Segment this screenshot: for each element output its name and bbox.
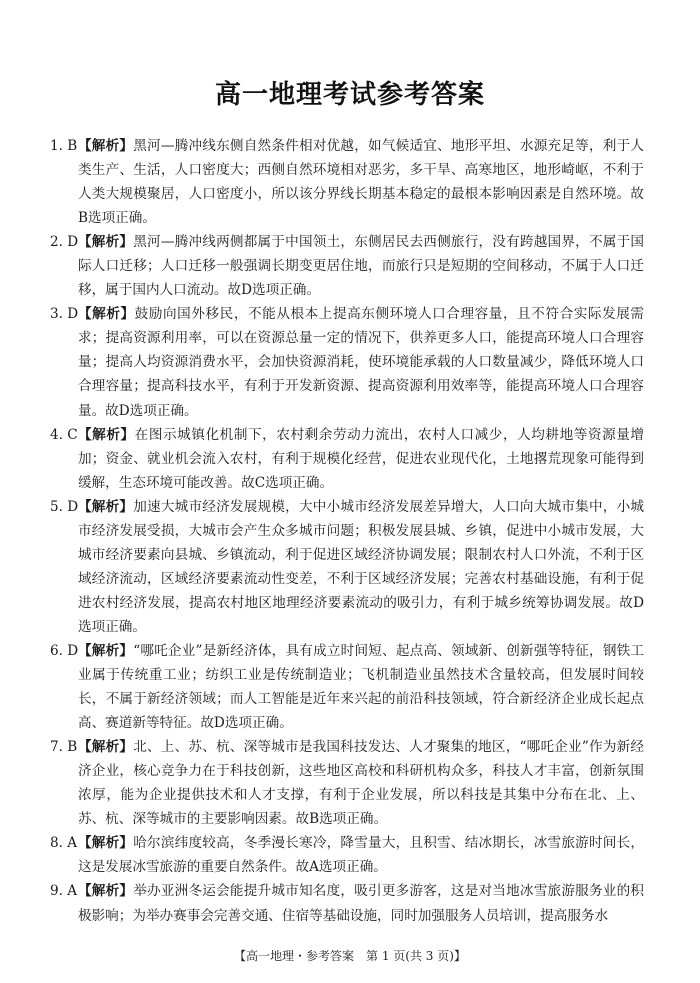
analysis-tag: 【解析】 — [78, 739, 134, 756]
answer-item — [50, 230, 644, 302]
answer-number: 1. B — [50, 138, 78, 154]
answer-text: 黑河—腾冲线东侧自然条件相对优越，如气候适宜、地形平坦、水源充足等，利于人类生产、生活，人口密度大；西侧自然环境相对恶劣，多干旱、高寒地区，地形崎岖，不利于人类大规模聚居，人口密度小，所以该分界线长期基本稳定的最根本影响因素是自然环境。故B选项正确。 — [78, 138, 645, 227]
answer-item — [50, 302, 644, 422]
analysis-tag: 【解析】 — [78, 234, 134, 251]
answer-list — [50, 134, 644, 928]
answer-text: 黑河—腾冲线两侧都属于中国领土，东侧居民去西侧旅行，没有跨越国界，不属于国际人口迁移；人口迁移一般强调长期变更居住地，而旅行只是短期的空间移动，不属于人口迁移，属于国内人口流动。故D选项正确。 — [78, 234, 645, 299]
answer-number: 4. C — [50, 426, 78, 443]
answer-number: 5. D — [50, 498, 79, 515]
answer-number: 9. A — [50, 883, 78, 900]
analysis-tag: 【解析】 — [78, 883, 134, 900]
answer-item — [50, 879, 644, 927]
analysis-tag: 【解析】 — [78, 498, 134, 515]
answer-text: 在图示城镇化机制下，农村剩余劳动力流出，农村人口减少，人均耕地等资源量增加；资金、就业机会流入农村，有利于规模化经营，促进农业现代化，土地撂荒现象可能得到缓解，生态环境可能改善。故C选项正确。 — [78, 426, 645, 491]
answer-text: 举办亚洲冬运会能提升城市知名度，吸引更多游客，这是对当地冰雪旅游服务业的积极影响；为举办赛事会完善交通、住宿等基础设施，同时加强服务人员培训，提高服务水 — [78, 883, 645, 924]
page-title: 高一地理考试参考答案 — [214, 80, 485, 110]
answer-item — [50, 831, 644, 879]
analysis-tag: 【解析】 — [78, 426, 135, 443]
page-footer: 【高一地理・参考答案 第 1 页(共 3 页)】 — [234, 949, 466, 963]
answer-number: 8. A — [50, 835, 78, 852]
answer-item — [50, 423, 644, 495]
answer-item — [50, 134, 644, 230]
answer-text: 鼓励向国外移民，不能从根本上提高东侧环境人口合理容量，且不符合实际发展需求；提高资源利用率，可以在资源总量一定的情况下，供养更多人口，能提高环境人口合理容量；提高人均资源消费水平，会加快资源消耗，使环境能承载的人口数量减少，降低环境人口合理容量；提高科技水平，有利于开发新资源、提高资源利用效率等，能提高环境人口合理容量。故D选项正确。 — [78, 306, 645, 419]
answer-item — [50, 735, 644, 831]
answer-text: “哪吒企业”是新经济体，具有成立时间短、起点高、领域新、创新强等特征，钢铁工业属于传统重工业；纺织工业是传统制造业；飞机制造业虽然技术含量较高，但发展时间较长，不属于新经济领域；而人工智能是近年来兴起的前沿科技领域，符合新经济企业成长起点高、赛道新等特征。故D选项正确。 — [78, 642, 645, 732]
answer-number: 7. B — [50, 739, 78, 756]
answer-text: 加速大城市经济发展规模，大中小城市经济发展差异增大，人口向大城市集中，小城市经济发展受损，大城市会产生众多城市问题；积极发展县城、乡镇，促进中小城市发展，大城市经济要素向县城、乡镇流动，利于促进区域经济协调发展；限制农村人口外流，不利于区域经济流动，区域经济要素流动性变差，不利于区域经济发展；完善农村基础设施，有利于促进农村经济发展，提高农村地区地理经济要素流动的吸引力，有利于城乡统筹协调发展。故D选项正确。 — [78, 498, 645, 635]
answer-text: 北、上、苏、杭、深等城市是我国科技发达、人才聚集的地区，“哪吒企业”作为新经济企业，核心竞争力在于科技创新，这些地区高校和科研机构众多，科技人才丰富，创新氛围浓厚，能为企业提供技术和人才支撑，有利于企业发展，所以科技是其集中分布在北、上、苏、杭、深等城市的主要影响因素。故B选项正确。 — [78, 739, 645, 828]
answer-number: 3. D — [50, 306, 79, 323]
analysis-tag: 【解析】 — [78, 642, 134, 659]
analysis-tag: 【解析】 — [78, 306, 135, 323]
answer-item — [50, 639, 644, 735]
analysis-tag: 【解析】 — [78, 138, 134, 154]
analysis-tag: 【解析】 — [78, 835, 134, 852]
answer-number: 2. D — [50, 234, 79, 251]
answer-text: 哈尔滨纬度较高，冬季漫长寒冷，降雪量大，且积雪、结冰期长，冰雪旅游时间长，这是发展冰雪旅游的重要自然条件。故A选项正确。 — [78, 835, 645, 876]
answer-number: 6. D — [50, 642, 79, 659]
answer-item — [50, 495, 644, 639]
